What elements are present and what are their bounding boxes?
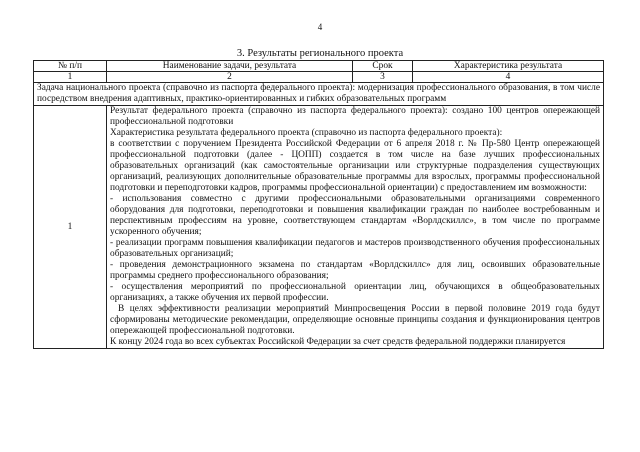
- section-title: 3. Результаты регионального проекта: [236, 48, 404, 59]
- result-row: [34, 106, 604, 349]
- methodology-paragraph: В целях эффективности реализации мероприятий Минпросвещения России в первой половине 2019 года будут сформированы методические рекомендации, определяющие основные принципы создания и функционирования центров опережающей профессиональной подготовки.: [110, 304, 600, 336]
- header-col-3: 3: [353, 72, 413, 83]
- page-number: 4: [317, 22, 323, 32]
- header-number: № п/п: [34, 61, 107, 72]
- list-item: - проведения демонстрационного экзамена по стандартам «Ворлдскиллс» для лиц, освоивших образовательные программы среднего профессионального образования;: [110, 260, 600, 281]
- list-item: - использования совместно с другими профессиональными образовательными организациями современного оборудования для подготовки, переподготовки и повышения квалификации граждан по наиболее востребованным и перспективным профессиям на уровне, соответствующем стандартам «Ворлдскиллс», в том числе по программе ускоренного обучения;: [110, 194, 600, 237]
- characteristic-heading: Характеристика результата федерального проекта (справочно из паспорта федерального проекта):: [110, 128, 503, 138]
- header-row: [34, 61, 604, 72]
- list-item: - реализации программ повышения квалификации педагогов и мастеров производственного обучения профессиональных образовательных организаций;: [110, 238, 600, 259]
- header-col-4: 4: [413, 72, 604, 83]
- copp-description-paragraph: в соответствии с поручением Президента Российской Федерации от 6 апреля 2018 г. № Пр-580 Центр опережающей профессиональной подготовки (далее - ЦОПП) создается в том числе на базе лучших профессиональных образовательных организаций (как самостоятельные организации или структурные подразделения существующих организаций, реализующих дополнительные образовательные программы для взрослых, программы профессиональной подготовки и переподготовки кадров, программы профессиональной ориентации) с предоставлением им возможности:: [110, 139, 600, 193]
- result-description: [107, 106, 604, 349]
- header-numbers-row: [34, 72, 604, 83]
- list-item: - осуществления мероприятий по профессиональной ориентации лиц, обучающихся в общеобразовательных организациях, а также обучения их первой профессии.: [110, 282, 600, 303]
- closing-paragraph: К концу 2024 года во всех субъектах Российской Федерации за счет средств федеральной поддержки планируется: [110, 337, 566, 347]
- row-number: 1: [34, 106, 107, 349]
- task-row: [34, 83, 604, 106]
- header-col-2: 2: [107, 72, 353, 83]
- header-col-1: 1: [34, 72, 107, 83]
- results-table: [33, 60, 604, 349]
- header-deadline: Срок: [353, 61, 413, 72]
- header-characteristic: Характеристика результата: [413, 61, 604, 72]
- header-task-name: Наименование задачи, результата: [107, 61, 353, 72]
- national-task-text: Задача национального проекта (справочно из паспорта федерального проекта): модернизация профессионального образования, в том числе посредством внедрения адаптивных, практико-ориентированных и гибких образовательных программ: [34, 83, 604, 106]
- federal-result-paragraph: Результат федерального проекта (справочно из паспорта федерального проекта): создано 100 центров опережающей профессиональной подготовки: [110, 106, 600, 127]
